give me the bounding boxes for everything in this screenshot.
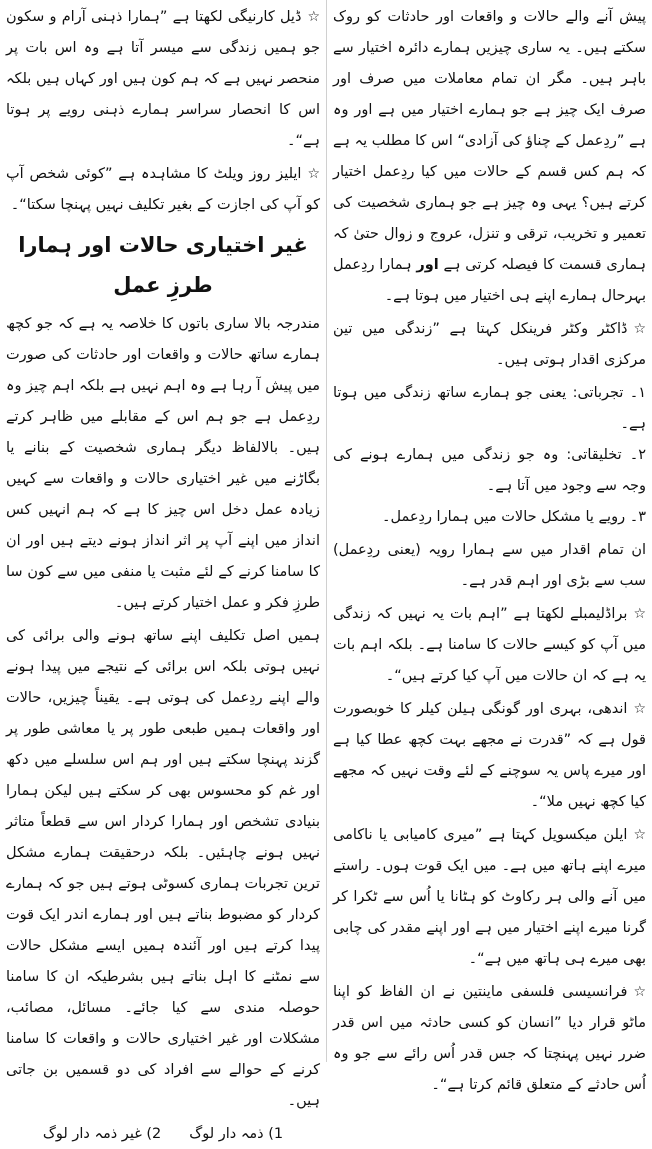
quote-helen-keller: ☆اندھی، بہری اور گونگی ہیلن کیلر کا خوبصورت قول ہے کہ ”قدرت نے مجھے بہت کچھ عطا کیا ہے اور میرے پاس یہ سوچنے کے لئے وقت نہیں کہ مجھے کیا کچھ نہیں ملا“۔ <box>333 694 646 818</box>
star-icon: ☆ <box>633 606 646 622</box>
star-icon: ☆ <box>307 9 320 25</box>
star-icon: ☆ <box>633 827 646 843</box>
star-icon: ☆ <box>633 701 646 717</box>
right-column <box>326 0 652 1093</box>
quote-maxwell: ☆ایلن میکسویل کہتا ہے ”میری کامیابی یا ناکامی میرے اپنے ہاتھ میں ہے۔ میں ایک قوت ہوں۔ راستے میں آنے والی ہر رکاوٹ کو ہٹانا یا اُس سے ٹکرا کر گرنا میرے اپنے اختیار میں ہے اور اپنے مقدر کی چابی بھی میرے ہی ہاتھ میں ہے“۔ <box>333 820 646 975</box>
list-item: ۱۔ تجرباتی: یعنی جو ہمارے ساتھ زندگی میں ہوتا ہے۔ <box>333 385 646 432</box>
summary-paragraph: مندرجہ بالا ساری باتوں کا خلاصہ یہ ہے کہ جو کچھ ہمارے ساتھ حالات و واقعات اور حادثات کی صورت میں پیش آ رہا ہے وہ اہم نہیں ہے بلکہ اہم چیز وہ ردِعمل ہے جو ہم اس کے مقابلے میں ظاہر کرتے ہیں۔ بالالفاظ دیگر ہماری شخصیت کے بنانے یا بگاڑنے میں غیر اختیاری حالات و واقعات سے کہیں زیادہ عمل دخل اس چیز کا ہے کہ ہم انہیں کس انداز میں اپنے آپ پر اثر انداز ہونے دیتے ہیں اور ان کا سامنا کرنے کے لئے مثبت یا منفی میں سے کون سا طرزِ فکر و عمل اختیار کرتے ہیں۔ <box>6 316 320 611</box>
quote-viktor-frankl: ☆ڈاکٹر وکٹر فرینکل کہتا ہے ”زندگی میں تین مرکزی اقدار ہوتی ہیں۔ <box>333 314 646 376</box>
quote-montaigne: ☆فرانسیسی فلسفی ماینتین نے ان الفاظ کو اپنا ماٹو قرار دیا ”انسان کو کسی حادثہ میں اس قدر ضرر نہیں پہنچتا کہ جس قدر اُس رائے سے جو وہ اُس حادثے کے متعلق قائم کرتا ہے“۔ <box>333 977 646 1101</box>
intro-paragraph: پیش آنے والے حالات و واقعات اور حادثات کو روک سکتے ہیں۔ یہ ساری چیزیں ہمارے دائرہ اختیار سے باہر ہیں۔ مگر ان تمام معاملات میں صرف اور صرف ایک چیز ہے جو ہمارے اختیار میں ہے اور وہ ہے ”ردِعمل کے چناؤ کی آزادی“ اس کا مطلب یہ ہے کہ ہم کس قسم کے حالات میں کیا ردِعمل اختیار کرتے ہیں؟ یہی وہ چیز ہے جو ہماری شخصیت کی تعمیر و تخریب، ترقی و تنزل، عروج و زوال حتیٰ کہ ہماری قسمت کا فیصلہ کرتی ہے اور ہمارا ردِعمل بہرحال ہمارے اپنے ہی اختیار میں ہوتا ہے۔ <box>333 9 647 304</box>
attitude-paragraph: ان تمام اقدار میں سے ہمارا رویہ (یعنی ردِعمل) سب سے بڑی اور اہم قدر ہے۔ <box>333 542 646 589</box>
section-heading: غیر اختیاری حالات اور ہمارا طرزِ عمل <box>18 233 308 297</box>
reaction-paragraph: ہمیں اصل تکلیف اپنے ساتھ ہونے والی برائی کی نہیں ہوتی بلکہ اس برائی کے نتیجے میں پیدا ہونے والے اپنے ردِعمل کی ہوتی ہے۔ یقیناً چیزیں، حالات اور واقعات ہمیں طبعی طور پر یا معاشی طور پر گزند پہنچا سکتے ہیں اور ہم اس سلسلے میں دکھ اور غم کو محسوس بھی کر سکتے ہیں لیکن ہمارا بنیادی تشخص اور ہمارا کردار اس سے قطعاً متاثر نہیں ہونے چاہئیں۔ بلکہ درحقیقت ہمارے مشکل ترین تجربات ہماری کسوٹی ہوتے ہیں جو کہ ہمارے کردار کو مضبوط بناتے ہیں اور ہمارے اندر ایک قوت پیدا کرتے ہیں اور آئندہ ہمیں ایسے مشکل حالات سے نمٹنے کا اہل بناتے ہیں بشرطیکہ ان کا سامنا حوصلہ مندی سے کیا جائے۔ مسائل، مصائب، مشکلات اور غیر اختیاری حالات و واقعات کا سامنا کرنے کے حوالے سے افراد کی دو قسمیں بن جاتی ہیں۔ <box>6 628 320 1109</box>
list-item: ۲۔ تخلیقاتی: وہ جو زندگی میں ہمارے ہونے کی وجہ سے وجود میں آتا ہے۔ <box>333 447 646 494</box>
quote-dale-carnegie: ☆ڈیل کارنیگی لکھتا ہے ”ہمارا ذہنی آرام و سکون جو ہمیں زندگی سے میسر آتا ہے وہ اس بات پر منحصر نہیں ہے کہ ہم کون ہیں اور کہاں ہیں بلکہ اس کا انحصار سراسر ہمارے ذہنی رویے پر ہوتا ہے“۔ <box>6 2 320 157</box>
list-item-irresponsible: 2) غیر ذمہ دار لوگ <box>42 1126 162 1142</box>
star-icon: ☆ <box>633 321 646 337</box>
star-icon: ☆ <box>633 984 646 1000</box>
people-types-list <box>6 1119 320 1149</box>
list-item: ۳۔ رویے یا مشکل حالات میں ہمارا ردِعمل۔ <box>381 509 646 525</box>
quote-brad: ☆براڈلیمبلے لکھتا ہے ”اہم بات یہ نہیں کہ زندگی میں آپ کو کیسے حالات کا سامنا ہے۔ بلکہ اہم بات یہ ہے کہ ان حالات میں آپ کیا کرتے ہیں“۔ <box>333 599 646 692</box>
left-column <box>0 0 326 1142</box>
quote-eleanor-roosevelt: ☆ایلیز روز ویلٹ کا مشاہدہ ہے ”کوئی شخص آپ کو آپ کی اجازت کے بغیر تکلیف نہیں پہنچا سکتا“۔ <box>6 159 320 221</box>
values-list <box>333 378 646 533</box>
emphasis-word: اور <box>416 257 439 273</box>
list-item-responsible: 1) ذمہ دار لوگ <box>189 1126 284 1142</box>
star-icon: ☆ <box>307 166 320 182</box>
